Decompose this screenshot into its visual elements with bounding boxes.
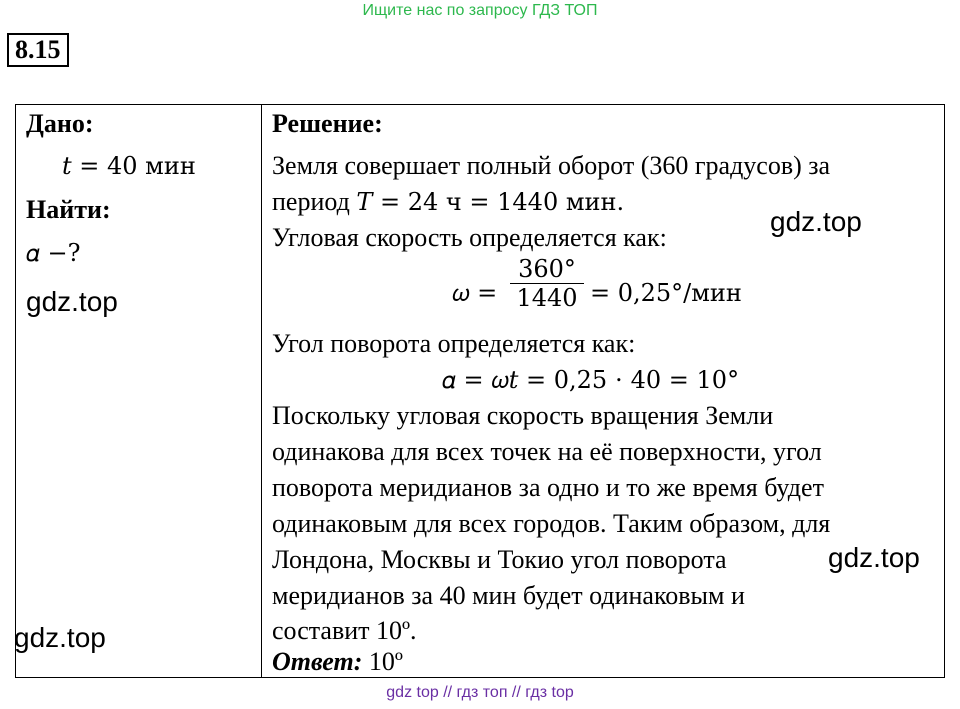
omega-lhs: 𝜔 =: [452, 279, 498, 307]
find-value: 𝛼 −?: [26, 239, 81, 267]
column-divider: [261, 105, 262, 677]
paragraph-line: составит 10º.: [272, 616, 417, 645]
solution-line: [272, 187, 624, 217]
given-time: 𝑡 = 40 мин: [62, 152, 196, 180]
answer-value: 10º: [362, 647, 403, 676]
watermark: gdz.top: [14, 622, 106, 653]
solution-line: Угловая скорость определяется как:: [272, 223, 667, 252]
paragraph-line: Поскольку угловая скорость вращения Земли: [272, 401, 774, 430]
solution-heading: Решение:: [272, 109, 383, 138]
omega-rhs: = 0,25°/мин: [590, 279, 742, 307]
period-formula: 𝑇 = 24 ч = 1440 мин.: [356, 188, 625, 216]
paragraph-line: одинакова для всех точек на её поверхности, угол: [272, 437, 822, 466]
paragraph-line: одинаковым для всех городов. Таким образом, для: [272, 509, 831, 538]
bottom-banner: gdz top // гдз топ // гдз top: [386, 684, 574, 701]
omega-denominator: 1440: [510, 283, 584, 312]
watermark: gdz.top: [770, 206, 862, 237]
period-text: период: [272, 187, 357, 216]
find-heading: Найти:: [26, 195, 111, 224]
top-banner: Ищите нас по запросу ГДЗ ТОП: [362, 2, 598, 19]
paragraph-line: меридианов за 40 мин будет одинаковым и: [272, 581, 745, 610]
answer-line: [272, 647, 403, 677]
solution-table: [15, 104, 945, 678]
problem-number: 8.15: [7, 33, 69, 67]
paragraph-line: Лондона, Москвы и Токио угол поворота: [272, 545, 727, 574]
given-heading: Дано:: [26, 109, 94, 138]
watermark: gdz.top: [828, 542, 920, 573]
solution-line: Угол поворота определяется как:: [272, 329, 636, 358]
omega-numerator: 360°: [518, 255, 576, 283]
watermark: gdz.top: [26, 286, 118, 317]
given-column: [16, 105, 261, 677]
omega-fraction: [510, 255, 584, 312]
paragraph-line: поворота меридианов за одно и то же время будет: [272, 473, 824, 502]
answer-label: Ответ:: [272, 647, 363, 676]
solution-column: [272, 105, 942, 677]
alpha-formula: 𝛼 = 𝜔𝑡 = 0,25 ⋅ 40 = 10°: [442, 366, 740, 394]
solution-line: Земля совершает полный оборот (360 градусов) за: [272, 151, 831, 180]
